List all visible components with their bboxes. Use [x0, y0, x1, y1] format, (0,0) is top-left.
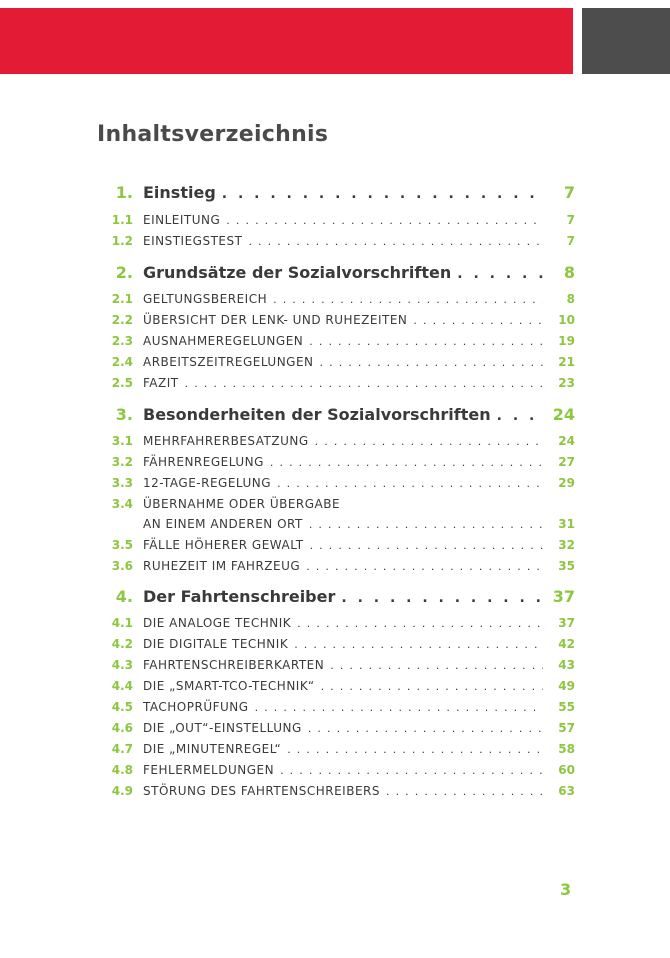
toc-section-3-5[interactable]: [97, 538, 575, 552]
toc-label: FÄLLE HÖHERER GEWALT: [143, 538, 304, 552]
toc-leader: [310, 539, 543, 552]
toc-section-4-7[interactable]: [97, 742, 575, 756]
toc-label: Der Fahrtenschreiber: [143, 587, 336, 606]
toc-leader: [457, 266, 543, 282]
toc-label: TACHOPRÜFUNG: [143, 700, 249, 714]
header-red-band: [0, 8, 573, 74]
toc-number: 2.1: [111, 292, 133, 306]
toc-leader: [277, 477, 543, 490]
toc-label: DIE „SMART-TCO-TECHNIK“: [143, 679, 315, 693]
toc-page: 27: [558, 455, 575, 469]
toc-page: 23: [558, 376, 575, 390]
toc-label: MEHRFAHRERBESATZUNG: [143, 434, 309, 448]
toc-chapter-3[interactable]: [97, 405, 575, 424]
toc-page: 60: [558, 763, 575, 777]
toc-page: 49: [558, 679, 575, 693]
toc-page: 58: [558, 742, 575, 756]
toc-section-4-1[interactable]: [97, 616, 575, 630]
toc-leader: [386, 785, 543, 798]
toc-page: 21: [558, 355, 575, 369]
toc-page: 55: [558, 700, 575, 714]
toc-page: 7: [563, 183, 575, 202]
toc-label: RUHEZEIT IM FAHRZEUG: [143, 559, 301, 573]
toc-page: 19: [558, 334, 575, 348]
toc-leader: [308, 722, 543, 735]
toc-number: 4.4: [111, 679, 133, 693]
toc-page: 24: [552, 405, 575, 424]
toc-number: 2.2: [111, 313, 133, 327]
toc-leader: [222, 186, 543, 202]
toc-section-4-6[interactable]: [97, 721, 575, 735]
toc-number: 1.1: [111, 213, 133, 227]
toc-page: 8: [566, 292, 575, 306]
toc-page: 35: [558, 559, 575, 573]
toc-leader: [309, 518, 543, 531]
header-gray-band: [582, 8, 670, 74]
toc-chapter-1[interactable]: [97, 183, 575, 202]
toc-number: 4.5: [111, 700, 133, 714]
toc-leader: [497, 408, 543, 424]
toc-page: 57: [558, 721, 575, 735]
toc-number: 3.4: [111, 497, 133, 511]
toc-number: 3.5: [111, 538, 133, 552]
toc-section-2-5[interactable]: [97, 376, 575, 390]
toc-leader: [226, 214, 543, 227]
toc-page: 43: [558, 658, 575, 672]
toc-section-3-6[interactable]: [97, 559, 575, 573]
toc-number: 4.9: [111, 784, 133, 798]
toc-section-2-4[interactable]: [97, 355, 575, 369]
toc-number: 3.6: [111, 559, 133, 573]
toc-label: DIE „MINUTENREGEL“: [143, 742, 282, 756]
toc-number: 3.: [115, 405, 133, 424]
toc-page: 24: [558, 434, 575, 448]
toc-label: ÜBERNAHME ODER ÜBERGABE: [143, 497, 341, 511]
toc-number: 4.6: [111, 721, 133, 735]
toc-leader: [294, 638, 543, 651]
toc-page: 29: [558, 476, 575, 490]
toc-page: 37: [552, 587, 575, 606]
toc-leader: [297, 617, 543, 630]
toc-section-4-2[interactable]: [97, 637, 575, 651]
toc-label: 12-TAGE-REGELUNG: [143, 476, 272, 490]
toc-number: 3.2: [111, 455, 133, 469]
toc-section-2-3[interactable]: [97, 334, 575, 348]
toc-page: 7: [566, 213, 575, 227]
toc-leader: [273, 293, 543, 306]
toc-label: AUSNAHMEREGELUNGEN: [143, 334, 304, 348]
toc-leader: [287, 743, 543, 756]
toc-number: 4.8: [111, 763, 133, 777]
toc-page: 42: [558, 637, 575, 651]
toc-leader: [270, 456, 543, 469]
toc-label: Einstieg: [143, 183, 216, 202]
toc-leader: [341, 590, 543, 606]
page-title: Inhaltsverzeichnis: [97, 122, 329, 147]
toc-number: 4.1: [111, 616, 133, 630]
toc-number: 3.1: [111, 434, 133, 448]
toc-page: 32: [558, 538, 575, 552]
toc-section-3-2[interactable]: [97, 455, 575, 469]
toc-label-continued: AN EINEM ANDEREN ORT: [143, 517, 303, 531]
toc-label: ÜBERSICHT DER LENK- UND RUHEZEITEN: [143, 313, 408, 327]
toc-page: 37: [558, 616, 575, 630]
toc-leader: [255, 701, 543, 714]
toc-label: DIE ANALOGE TECHNIK: [143, 616, 292, 630]
toc-number: 2.: [115, 263, 133, 282]
toc-section-3-1[interactable]: [97, 434, 575, 448]
toc-page: 63: [558, 784, 575, 798]
toc-label: EINSTIEGSTEST: [143, 234, 243, 248]
toc-leader: [413, 314, 543, 327]
toc-leader: [320, 356, 543, 369]
toc-section-1-2[interactable]: [97, 234, 575, 248]
toc-leader: [321, 680, 543, 693]
toc-number: 2.3: [111, 334, 133, 348]
toc-number: 1.: [115, 183, 133, 202]
toc-section-4-9[interactable]: [97, 784, 575, 798]
toc-number: 4.7: [111, 742, 133, 756]
toc-leader: [306, 560, 543, 573]
toc-label: GELTUNGSBEREICH: [143, 292, 268, 306]
toc-label: DIE „OUT“-EINSTELLUNG: [143, 721, 302, 735]
toc-label: FAHRTENSCHREIBERKARTEN: [143, 658, 325, 672]
toc-section-3-3[interactable]: [97, 476, 575, 490]
toc-leader: [309, 335, 543, 348]
toc-number: 4.3: [111, 658, 133, 672]
toc-number: 3.3: [111, 476, 133, 490]
toc-label: DIE DIGITALE TECHNIK: [143, 637, 289, 651]
toc-section-3-4-continued[interactable]: [97, 517, 575, 531]
toc-leader: [185, 377, 543, 390]
toc-number: 4.2: [111, 637, 133, 651]
toc-section-4-3[interactable]: [97, 658, 575, 672]
toc-label: Grundsätze der Sozialvorschriften: [143, 263, 452, 282]
toc-label: FAZIT: [143, 376, 179, 390]
toc-page: 10: [558, 313, 575, 327]
toc-leader: [330, 659, 543, 672]
toc-label: FÄHRENREGELUNG: [143, 455, 264, 469]
toc-number: 1.2: [111, 234, 133, 248]
toc-section-4-8[interactable]: [97, 763, 575, 777]
toc-page: 8: [563, 263, 575, 282]
toc-leader: [280, 764, 543, 777]
toc-chapter-2[interactable]: [97, 263, 575, 282]
toc-label: FEHLERMELDUNGEN: [143, 763, 275, 777]
toc-leader: [315, 435, 543, 448]
toc-section-2-1[interactable]: [97, 292, 575, 306]
toc-section-3-4[interactable]: [97, 497, 575, 511]
toc-section-1-1[interactable]: [97, 213, 575, 227]
toc-section-2-2[interactable]: [97, 313, 575, 327]
toc-chapter-4[interactable]: [97, 587, 575, 606]
toc-label: ARBEITSZEITREGELUNGEN: [143, 355, 314, 369]
toc-page: 31: [558, 517, 575, 531]
toc-label: EINLEITUNG: [143, 213, 221, 227]
toc-label: STÖRUNG DES FAHRTENSCHREIBERS: [143, 784, 380, 798]
toc-number: 4.: [115, 587, 133, 606]
toc-section-4-4[interactable]: [97, 679, 575, 693]
toc-number: 2.4: [111, 355, 133, 369]
page-number: 3: [560, 880, 572, 899]
toc-leader: [248, 235, 543, 248]
toc-page: 7: [566, 234, 575, 248]
toc-number: 2.5: [111, 376, 133, 390]
toc-section-4-5[interactable]: [97, 700, 575, 714]
toc-label: Besonderheiten der Sozialvorschriften: [143, 405, 491, 424]
